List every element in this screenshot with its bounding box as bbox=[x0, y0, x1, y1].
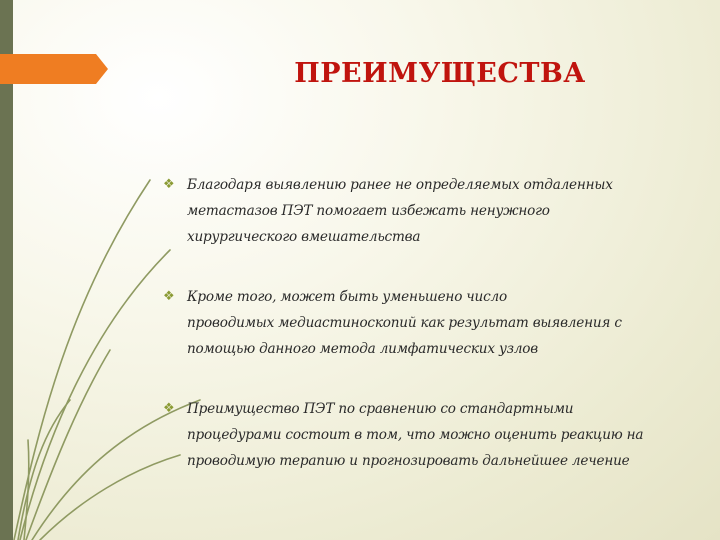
bullet-line: проводимых медиастиноскопий как результат выявления с bbox=[187, 315, 622, 331]
bullet-line: проводимую терапию и прогнозировать дальнейшее лечение bbox=[187, 453, 630, 469]
bullet-line: хирургического вмешательства bbox=[187, 229, 421, 245]
bullet-item bbox=[163, 284, 673, 362]
diamond-bullet-icon: ❖ bbox=[163, 177, 175, 192]
bullet-item bbox=[163, 172, 673, 250]
diamond-bullet-icon: ❖ bbox=[163, 289, 175, 304]
bullet-text bbox=[187, 284, 622, 362]
bullet-line: помощью данного метода лимфатических узлов bbox=[187, 341, 539, 357]
bullet-text bbox=[187, 172, 613, 250]
grass-line bbox=[26, 350, 110, 540]
diamond-bullet-icon: ❖ bbox=[163, 401, 175, 416]
grass-line bbox=[40, 455, 180, 540]
bullet-text bbox=[187, 396, 643, 474]
bullet-item bbox=[163, 396, 673, 474]
bullet-line: процедурами состоит в том, что можно оценить реакцию на bbox=[187, 427, 644, 443]
bullet-line: Преимущество ПЭТ по сравнению со стандартными bbox=[187, 401, 574, 417]
bullet-line: Кроме того, может быть уменьшено число bbox=[187, 289, 507, 305]
title-accent-tab bbox=[0, 54, 108, 84]
bullet-list bbox=[163, 172, 673, 508]
bullet-line: Благодаря выявлению ранее не определяемых отдаленных bbox=[187, 177, 613, 193]
slide-title: ПРЕИМУЩЕСТВА bbox=[294, 58, 586, 89]
bullet-line: метастазов ПЭТ помогает избежать ненужного bbox=[187, 203, 550, 219]
